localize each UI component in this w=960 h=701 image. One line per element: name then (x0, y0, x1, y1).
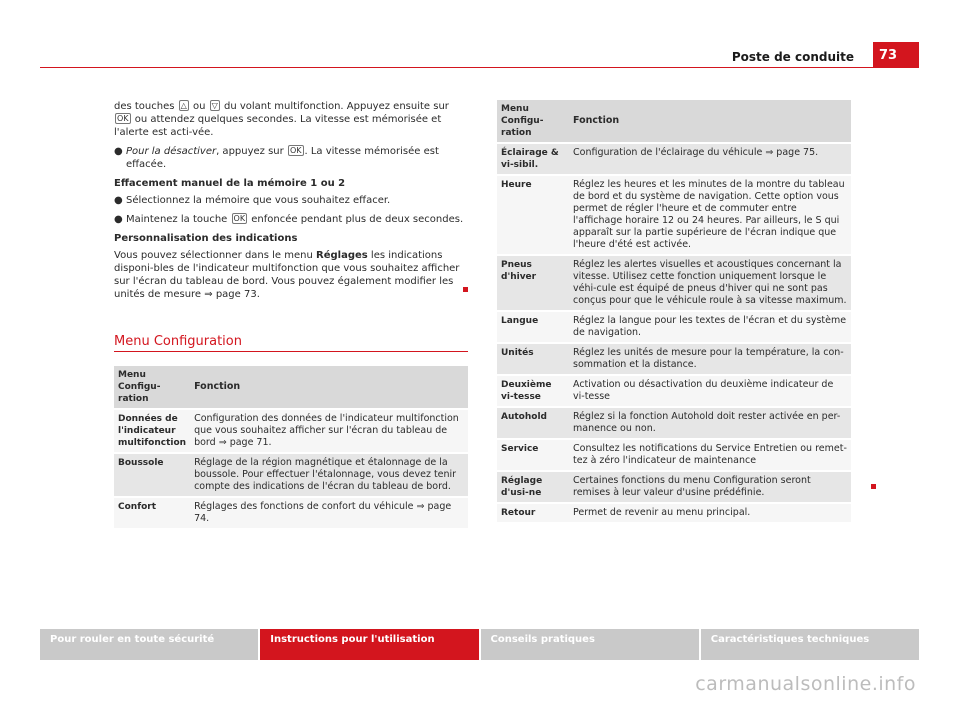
text: , appuyez sur (216, 146, 284, 157)
list-item (114, 194, 468, 207)
column-header: Menu Configu-ration (114, 366, 190, 409)
table-cell-value: Configuration des données de l'indicateur multifonction que vous souhaitez afficher sur l'écran du tableau de bord ⇒ page 71. (190, 409, 468, 453)
left-text-column (114, 100, 468, 307)
table-cell-key: Deuxième vi-tesse (497, 375, 569, 407)
tab-safety[interactable]: Pour rouler en toute sécurité (40, 629, 258, 660)
up-arrow-key-icon: △ (180, 101, 187, 110)
column-header: Fonction (569, 100, 851, 143)
subheading-customization: Personnalisation des indications (114, 233, 298, 244)
text: Réglages (316, 250, 368, 261)
page-header-title: Poste de conduite (731, 50, 854, 64)
end-of-section-marker (463, 287, 468, 292)
paragraph-customization (114, 249, 468, 301)
text: ou (193, 101, 206, 112)
bullet-icon: ● (114, 146, 123, 157)
page-number: 73 (873, 42, 919, 68)
text: Vous pouvez sélectionner dans le menu (114, 250, 313, 261)
table-row (497, 439, 851, 471)
table-row (114, 453, 468, 497)
bullet-icon: ● (114, 214, 123, 225)
column-header: Fonction (190, 366, 468, 409)
table-cell-value: Réglez les alertes visuelles et acoustiques concernant la vitesse. Utilisez cette fonction uniquement lorsque le véhi-cule est équipé de pneus d'hiver qui ne sont pas conçus pour que le véhicule roule à sa vitesse maximum. (569, 255, 851, 311)
text: des touches (114, 101, 175, 112)
section-divider (114, 351, 468, 352)
table-cell-key: Données de l'indicateur multifonction (114, 409, 190, 453)
table-cell-key: Réglage d'usi-ne (497, 471, 569, 503)
table-cell-value: Certaines fonctions du menu Configuration seront remises à leur valeur d'usine prédéfinie. (569, 471, 851, 503)
table-cell-key: Confort (114, 497, 190, 528)
table-header-row (497, 100, 851, 143)
subheading-clear-memory: Effacement manuel de la mémoire 1 ou 2 (114, 178, 346, 189)
table-cell-key: Autohold (497, 407, 569, 439)
table-cell-value: Permet de revenir au menu principal. (569, 503, 851, 522)
table-cell-value: Réglages des fonctions de confort du véhicule ⇒ page 74. (190, 497, 468, 528)
text: Pour la désactiver (126, 146, 217, 157)
table-cell-value: Consultez les notifications du Service Entretien ou remet-tez à zéro l'indicateur de maintenance (569, 439, 851, 471)
ok-key-icon: OK (117, 114, 129, 123)
table-cell-key: Langue (497, 311, 569, 343)
table-header-row (114, 366, 468, 409)
table-cell-value: Activation ou désactivation du deuxième indicateur de vi-tesse (569, 375, 851, 407)
table-row (497, 343, 851, 375)
table-row (497, 407, 851, 439)
tab-technical-specs[interactable]: Caractéristiques techniques (701, 629, 919, 660)
tab-practical-tips[interactable]: Conseils pratiques (481, 629, 699, 660)
table-cell-value: Configuration de l'éclairage du véhicule ⇒ page 75. (569, 143, 851, 175)
table-cell-key: Éclairage & vi-sibil. (497, 143, 569, 175)
text: les indications disponi-bles de l'indicateur multifonction que vous souhaitez afficher sur l'écran du tableau de bord. Vous pouvez également modifier les unités de mesure ⇒ page 73. (114, 250, 460, 300)
end-of-section-marker (871, 484, 876, 489)
right-config-table (497, 100, 851, 522)
bullet-icon: ● (114, 195, 123, 206)
table-cell-key: Heure (497, 175, 569, 255)
down-arrow-key-icon: ▽ (211, 101, 218, 110)
ok-key-icon: OK (289, 146, 302, 155)
table-row (114, 497, 468, 528)
tab-instructions[interactable]: Instructions pour l'utilisation (260, 629, 478, 660)
list-item (114, 213, 468, 226)
table-cell-value: Réglage de la région magnétique et étalonnage de la boussole. Pour effectuer l'étalonnage, vous devez tenir compte des indications de l'écran du tableau de bord. (190, 453, 468, 497)
table-cell-value: Réglez les unités de mesure pour la température, la con-sommation et la distance. (569, 343, 851, 375)
text: ou attendez quelques secondes. La vitesse est mémorisée et l'alerte est acti-vée. (114, 114, 442, 138)
header-divider (40, 67, 919, 68)
table-cell-value: Réglez les heures et les minutes de la montre du tableau de bord et du système de navigation. Cette option vous permet de régler l'heure et de commuter entre l'affichage horaire 12 ou 24 heures. Par ailleurs, le S qui apparaît sur la partie supérieure de l'écran indique que l'heure d'été est activée. (569, 175, 851, 255)
table-cell-value: Réglez la langue pour les textes de l'écran et du système de navigation. (569, 311, 851, 343)
watermark: carmanualsonline.info (695, 673, 916, 695)
table-row (497, 143, 851, 175)
table-cell-key: Unités (497, 343, 569, 375)
left-config-table (114, 366, 468, 528)
table-cell-key: Retour (497, 503, 569, 522)
table-cell-key: Service (497, 439, 569, 471)
table-row (497, 175, 851, 255)
table-cell-value: Réglez si la fonction Autohold doit rester activée en per-manence ou non. (569, 407, 851, 439)
table-cell-key: Pneus d'hiver (497, 255, 569, 311)
text: Sélectionnez la mémoire que vous souhaitez effacer. (126, 195, 391, 206)
table-row (497, 503, 851, 522)
text: Maintenez la touche (126, 214, 228, 225)
table-cell-key: Boussole (114, 453, 190, 497)
text: . La vitesse mémorisée est effacée. (126, 146, 439, 170)
table-row (497, 255, 851, 311)
chapter-tabs (40, 629, 919, 660)
table-row (497, 311, 851, 343)
text: du volant multifonction. Appuyez ensuite sur (224, 101, 449, 112)
list-item (114, 145, 468, 171)
table-row (497, 375, 851, 407)
section-title: Menu Configuration (114, 334, 242, 349)
table-row (114, 409, 468, 453)
column-header: Menu Configu-ration (497, 100, 569, 143)
paragraph-intro (114, 100, 468, 139)
table-row (497, 471, 851, 503)
text: enfoncée pendant plus de deux secondes. (251, 214, 464, 225)
ok-key-icon: OK (233, 214, 246, 223)
